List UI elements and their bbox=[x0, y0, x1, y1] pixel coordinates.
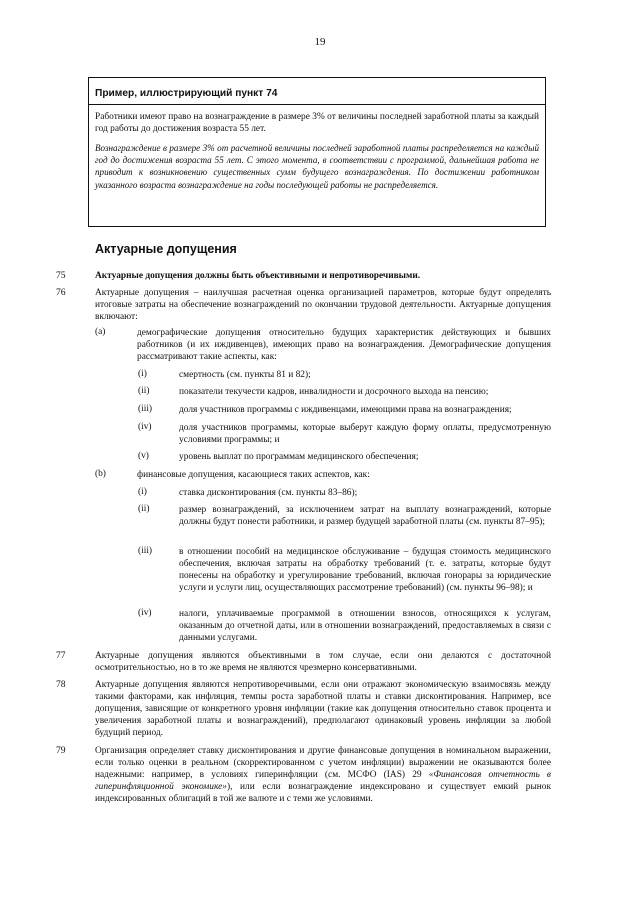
list-number: (i) bbox=[138, 369, 147, 379]
page-number: 19 bbox=[314, 36, 326, 48]
list-number: (i) bbox=[138, 487, 147, 497]
paragraph-number-75: 75 bbox=[56, 270, 66, 281]
list-number: (ii) bbox=[138, 504, 150, 514]
example-box bbox=[88, 77, 546, 227]
paragraph-number-78: 78 bbox=[56, 679, 66, 690]
list-item: в отношении пособий на медицинское обслуживание – будущая стоимость медицинского обеспечения, включая затраты на обработку требований (т. е. затраты, которые будут понесены на обработку и урегулирование требований, включая гонорары за юридические услуги и услуги лиц, осуществляющих рассмотрение требований) (см. пункты 96–98); и bbox=[179, 547, 551, 593]
example-divider bbox=[89, 104, 545, 105]
example-text: Работники имеют право на вознаграждение в размере 3% от величины последней заработной платы за каждый год работы до достижения возраста 55 лет. bbox=[95, 112, 539, 134]
standard-title: «Финансовая отчетность в гиперинфляционной экономике» bbox=[95, 770, 551, 792]
list-number: (iii) bbox=[138, 404, 153, 414]
list-item: уровень выплат по программам медицинского обеспечения; bbox=[179, 452, 419, 462]
list-item: доля участников программы с иждивенцами, имеющими права на вознаграждения; bbox=[179, 405, 512, 415]
example-title: Пример, иллюстрирующий пункт 74 bbox=[95, 88, 278, 99]
list-number: (iv) bbox=[138, 422, 152, 432]
list-item: доля участников программы, которые выберут каждую форму оплаты, предусмотренную условиями программы; и bbox=[179, 423, 551, 445]
paragraph-78: Актуарные допущения являются непротиворечивыми, если они отражают экономическую взаимосвязь между такими факторами, как инфляция, темпы роста заработной платы и ставки дисконтирования. Например, все допущения, зависящие от конкретного уровня инфляции (такие как допущения относительно ставок процента и увеличения заработной платы и вознаграждений), предполагают одинаковый уровень инфляции за любой будущий период. bbox=[95, 680, 551, 738]
paragraph-number-77: 77 bbox=[56, 650, 66, 661]
paragraph-76: Актуарные допущения – наилучшая расчетная оценка организацией параметров, которые будут определять итоговые затраты на обеспечение вознаграждений по окончании трудовой деятельности. Актуарные допущения включают: bbox=[95, 288, 551, 322]
list-number: (ii) bbox=[138, 386, 150, 396]
paragraph-79-text: Организация определяет ставку дисконтирования и другие финансовые допущения в номинальном выражении, если только оценки в реальном (скорректированном с учетом инфляции) выражении не оказываются более надежными: например, в условиях гиперинфляции (см. МСФО (IAS) 29 bbox=[95, 746, 551, 780]
list-item-b: финансовые допущения, касающиеся таких аспектов, как: bbox=[137, 470, 370, 480]
paragraph-79-text-end: ), или если вознаграждение индексировано и существует емкий рынок индексированных облигаций в той же валюте и с теми же условиями. bbox=[95, 782, 552, 804]
paragraph-75: Актуарные допущения должны быть объективными и непротиворечивыми. bbox=[95, 271, 421, 281]
list-item: смертность (см. пункты 81 и 82); bbox=[179, 370, 311, 380]
list-item: показатели текучести кадров, инвалидности и досрочного выхода на пенсию; bbox=[179, 387, 489, 397]
paragraph-number-76: 76 bbox=[56, 287, 66, 298]
list-letter-b: (b) bbox=[95, 469, 106, 479]
list-number: (v) bbox=[138, 451, 149, 461]
list-item-a: демографические допущения относительно будущих характеристик действующих и бывших работников (и их иждивенцев), имеющих право на вознаграждения. Демографические допущения рассматривают такие аспекты, как: bbox=[137, 328, 551, 362]
list-item: ставка дисконтирования (см. пункты 83–86); bbox=[179, 488, 358, 498]
paragraph-77: Актуарные допущения являются объективными в том случае, если они делаются с достаточной осмотрительностью, но в то же время не являются чрезмерно консервативными. bbox=[95, 651, 551, 673]
list-item: налоги, уплачиваемые программой в отношении взносов, относящихся к услугам, оказанным до отчетной даты, или в отношении вознаграждений, предоставляемых в связи с данными услугами. bbox=[179, 609, 551, 643]
paragraph-number-79: 79 bbox=[56, 745, 66, 756]
section-heading: Актуарные допущения bbox=[95, 242, 237, 256]
paragraph-79 bbox=[95, 745, 551, 805]
list-letter-a: (a) bbox=[95, 327, 106, 337]
list-item: размер вознаграждений, за исключением затрат на выплату вознаграждений, которые должны будут понести работники, и размер будущей заработной платы (см. пункты 87–95); bbox=[179, 505, 551, 527]
list-number: (iv) bbox=[138, 608, 152, 618]
example-italic-text: Вознаграждение в размере 3% от расчетной величины последней заработной платы распределяется на каждый год до достижения возраста 55 лет. С этого момента, в соответствии с программой, дальнейшая работа не приводит к возникновению существенных сумм будущего вознаграждения. По достижении работником указанного возраста вознаграждение на годы последующей работы не распределяется. bbox=[95, 143, 539, 190]
list-number: (iii) bbox=[138, 546, 153, 556]
